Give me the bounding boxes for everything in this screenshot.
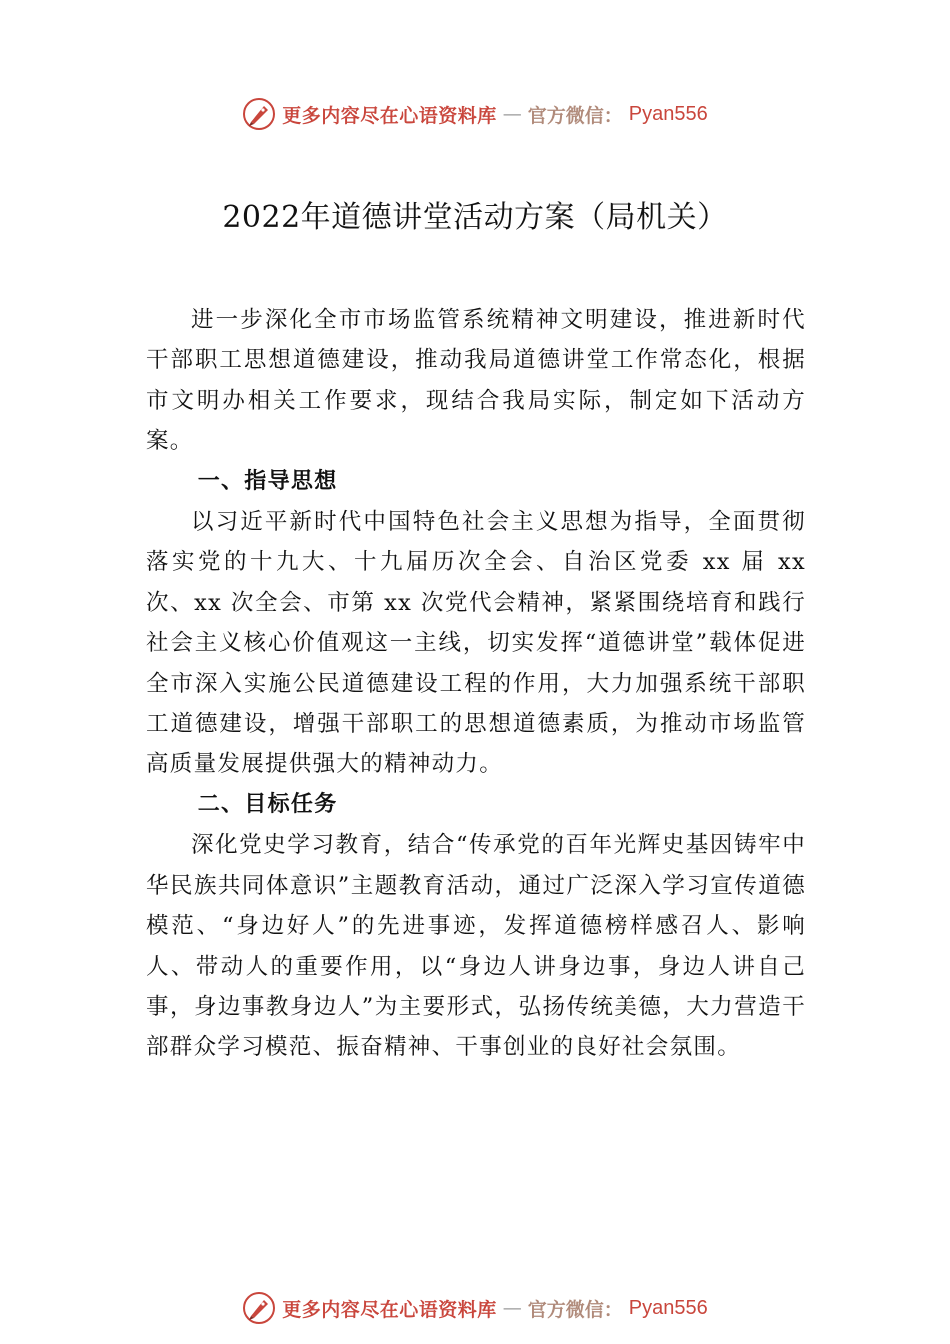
section-heading-objectives: 二、目标任务 [197, 791, 338, 817]
watermark-label: 官方微信： [527, 1298, 623, 1321]
intro-paragraph: 进一步深化全市市场监管系统精神文明建设，推进新时代干部职工思想道德建设，推动我局道德讲堂工作常态化，根据市文明办相关工作要求，现结合我局实际，制定如下活动方案。 [146, 307, 806, 455]
watermark-dash: — [502, 103, 522, 125]
watermark-wechat-id: Pyan556 [628, 102, 708, 125]
watermark-site-text: 更多内容尽在心语资料库 [282, 104, 497, 127]
section-body-guiding-ideology: 以习近平新时代中国特色社会主义思想为指导，全面贯彻落实党的十九大、十九届历次全会、自治区党委 xx 届 xx 次、xx 次全会、市第 xx 次党代会精神，紧紧围绕培育和践行社会主义核心价值观这一主线，切实发挥“道德讲堂”载体促进全市深入实施公民道德建设工程的作用，大力加强系统干部职工道德建设，增强干部职工的思想道德素质，为推动市场监管高质量发展提供强大的精神动力。 [146, 509, 806, 778]
section-heading-guiding-ideology: 一、指导思想 [197, 468, 338, 494]
section-body-objectives: 深化党史学习教育，结合“传承党的百年光辉史基因铸牢中华民族共同体意识”主题教育活动，通过广泛深入学习宣传道德模范、“身边好人”的先进事迹，发挥道德榜样感召人、影响人、带动人的重要作用，以“身边人讲身边事，身边人讲自己事，身边事教身边人”为主要形式，弘扬传统美德，大力营造干部群众学习模范、振奋精神、干事创业的良好社会氛围。 [146, 832, 806, 1061]
watermark-wechat-id: Pyan556 [628, 1296, 708, 1319]
pen-nib-icon [242, 1291, 276, 1325]
document-body [146, 300, 806, 1068]
watermark-label: 官方微信： [527, 104, 623, 127]
watermark-header [0, 94, 950, 134]
document-title: 2022年道德讲堂活动方案（局机关） [222, 200, 728, 235]
watermark-dash: — [502, 1297, 522, 1319]
pen-nib-icon [242, 97, 276, 131]
watermark-footer [0, 1288, 950, 1328]
watermark-site-text: 更多内容尽在心语资料库 [282, 1298, 497, 1321]
